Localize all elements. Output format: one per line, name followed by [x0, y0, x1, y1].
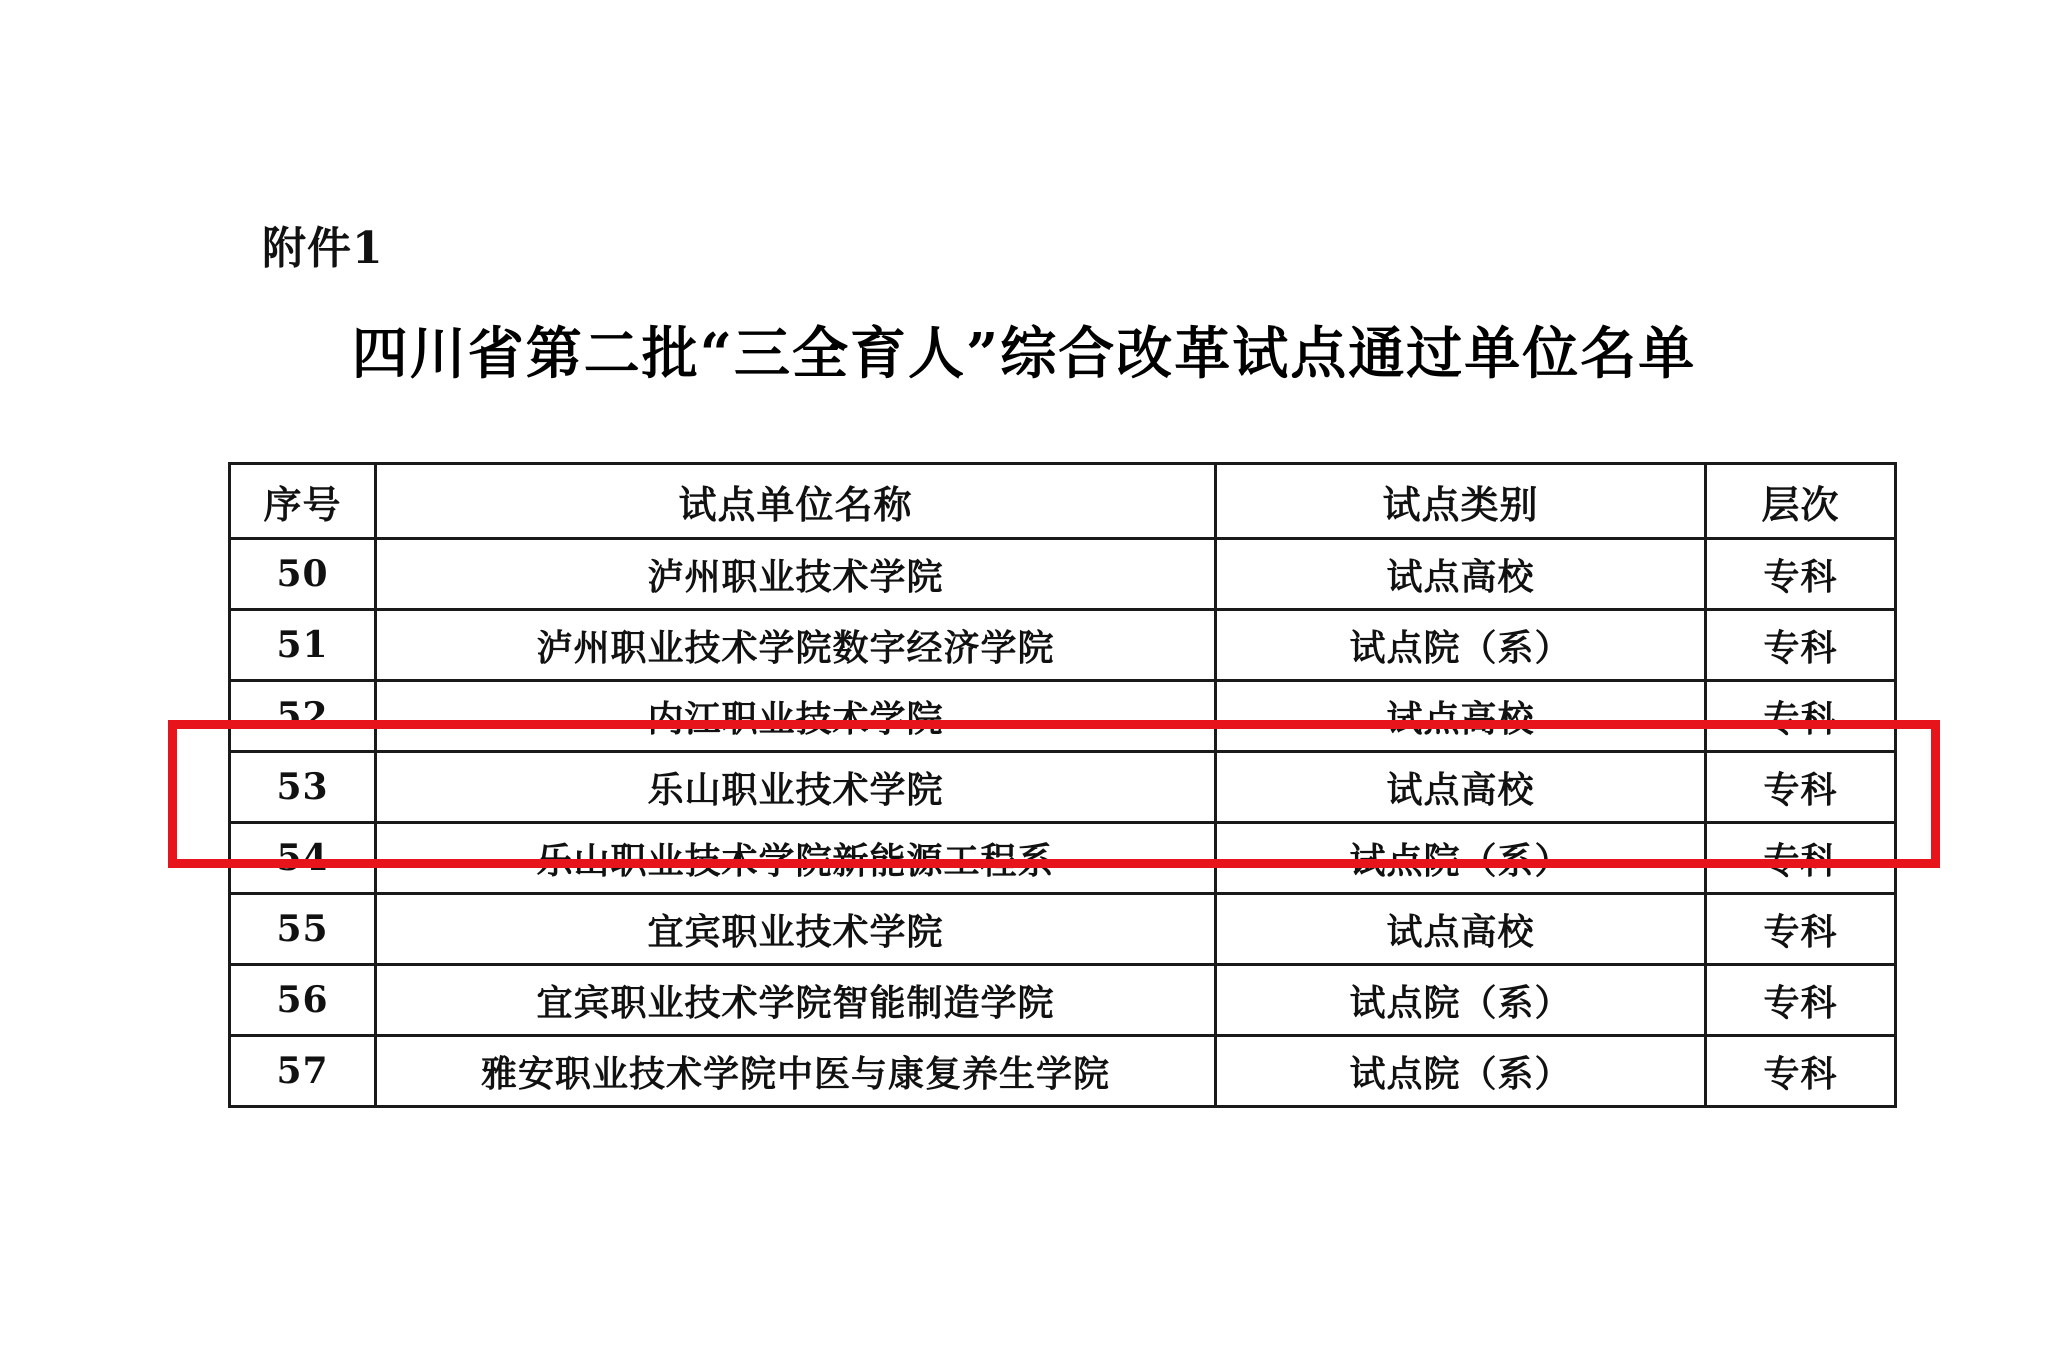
cell-level: 专科 [1706, 894, 1896, 965]
column-header-name: 试点单位名称 [376, 464, 1216, 539]
column-header-level: 层次 [1706, 464, 1896, 539]
cell-type: 试点高校 [1216, 752, 1706, 823]
cell-type: 试点院（系） [1216, 610, 1706, 681]
cell-type: 试点院（系） [1216, 965, 1706, 1036]
cell-name: 内江职业技术学院 [376, 681, 1216, 752]
cell-index: 52 [230, 681, 376, 752]
cell-level: 专科 [1706, 610, 1896, 681]
cell-level: 专科 [1706, 681, 1896, 752]
cell-level: 专科 [1706, 823, 1896, 894]
table-row [230, 1036, 1896, 1107]
table-row [230, 965, 1896, 1036]
table-row [230, 823, 1896, 894]
cell-name: 宜宾职业技术学院智能制造学院 [376, 965, 1216, 1036]
page-title: 四川省第二批“三全育人”综合改革试点通过单位名单 [351, 321, 1697, 387]
table-row [230, 539, 1896, 610]
table-row [230, 894, 1896, 965]
cell-name: 泸州职业技术学院 [376, 539, 1216, 610]
cell-index: 55 [230, 894, 376, 965]
cell-index: 53 [230, 752, 376, 823]
cell-name: 乐山职业技术学院 [376, 752, 1216, 823]
table-row [230, 752, 1896, 823]
cell-type: 试点院（系） [1216, 1036, 1706, 1107]
cell-type: 试点高校 [1216, 681, 1706, 752]
cell-level: 专科 [1706, 1036, 1896, 1107]
table-row [230, 681, 1896, 752]
table-row [230, 610, 1896, 681]
cell-level: 专科 [1706, 965, 1896, 1036]
cell-index: 56 [230, 965, 376, 1036]
cell-type: 试点高校 [1216, 894, 1706, 965]
column-header-type: 试点类别 [1216, 464, 1706, 539]
cell-name: 泸州职业技术学院数字经济学院 [376, 610, 1216, 681]
unit-list-table-container [228, 462, 1868, 1108]
cell-level: 专科 [1706, 752, 1896, 823]
column-header-index: 序号 [230, 464, 376, 539]
cell-name: 宜宾职业技术学院 [376, 894, 1216, 965]
unit-list-table [228, 462, 1897, 1108]
cell-index: 57 [230, 1036, 376, 1107]
cell-type: 试点高校 [1216, 539, 1706, 610]
cell-index: 51 [230, 610, 376, 681]
cell-type: 试点院（系） [1216, 823, 1706, 894]
table-header-row [230, 464, 1896, 539]
cell-level: 专科 [1706, 539, 1896, 610]
cell-index: 50 [230, 539, 376, 610]
cell-name: 乐山职业技术学院新能源工程系 [376, 823, 1216, 894]
attachment-label: 附件1 [262, 223, 384, 274]
cell-index: 54 [230, 823, 376, 894]
cell-name: 雅安职业技术学院中医与康复养生学院 [376, 1036, 1216, 1107]
